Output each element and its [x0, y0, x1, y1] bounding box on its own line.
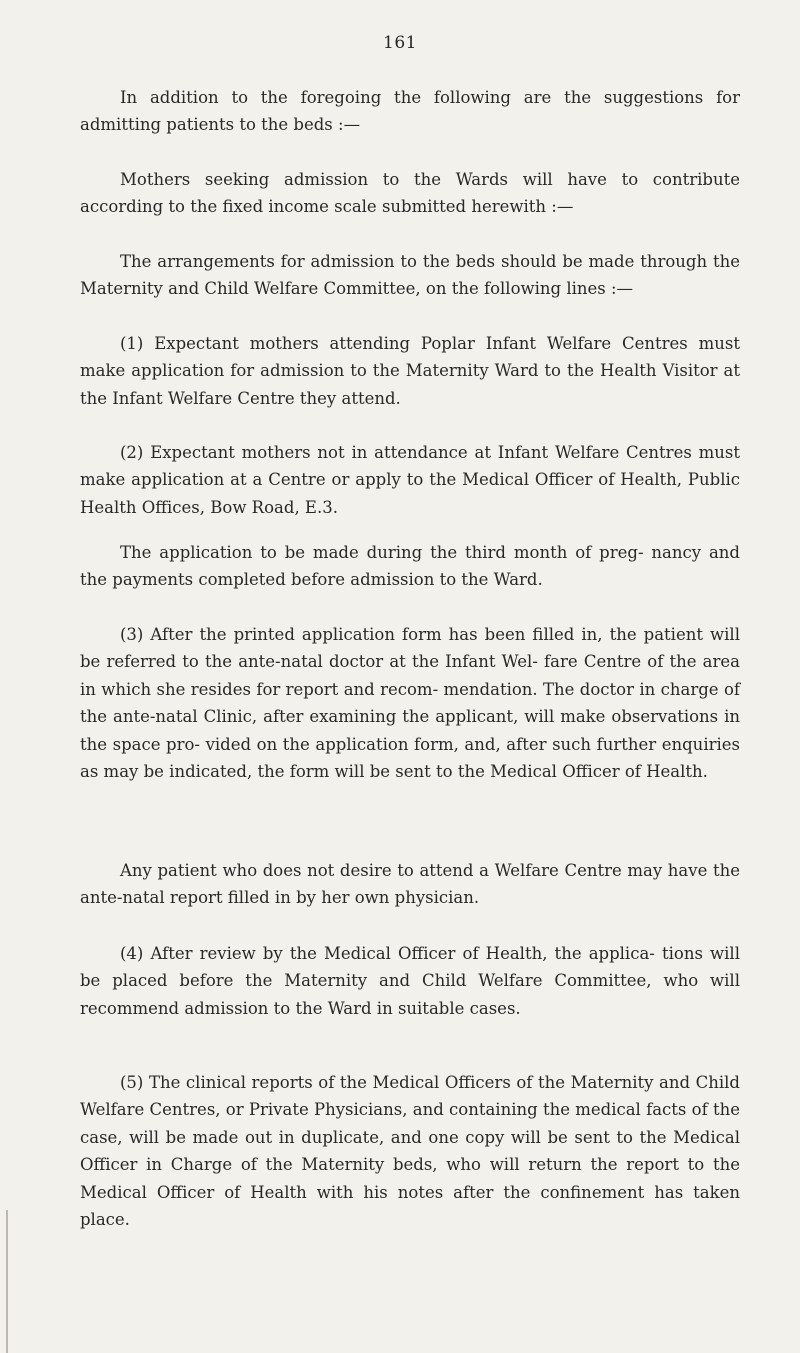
paragraph-item-2: (2) Expectant mothers not in attendance at Infant Welfare Centres must make application at a Centre or apply to the Medical Officer of Health, Public Health Offices, Bow Road, E.3. [80, 443, 740, 517]
paragraph-item-1: (1) Expectant mothers attending Poplar Infant Welfare Centres must make application for admission to the Maternity Ward to the Health Visitor at the Infant Welfare Centre they attend. [80, 334, 740, 408]
paragraph-application-timing: The application to be made during the third month of preg- nancy and the payments completed before admission to the Ward. [80, 543, 740, 590]
paragraph-item-4: (4) After review by the Medical Officer of Health, the applica- tions will be placed before the Maternity and Child Welfare Committee, who will recommend admission to the Ward in suitable cases. [80, 944, 740, 1018]
paragraph-intro: In addition to the foregoing the following are the suggestions for admitting patients to the beds :— [80, 88, 740, 135]
margin-line [6, 1210, 8, 1353]
paragraph-contribution: Mothers seeking admission to the Wards will have to contribute according to the fixed income scale submitted herewith :— [80, 170, 740, 217]
page-number: 161 [383, 33, 417, 53]
paragraph-own-physician: Any patient who does not desire to attend a Welfare Centre may have the ante-natal report filled in by her own physician. [80, 861, 740, 908]
paragraph-item-3: (3) After the printed application form has been filled in, the patient will be referred to the ante-natal doctor at the Infant Wel- fare Centre of the area in which she resides for report and recom- mendation. The doctor in charge of the ante-natal Clinic, after examining the applicant, will make observations in the space pro- vided on the application form, and, after such further enquiries as may be indicated, the form will be sent to the Medical Officer of Health. [80, 625, 740, 782]
paragraph-item-5: (5) The clinical reports of the Medical Officers of the Maternity and Child Welfare Centres, or Private Physicians, and containing the medical facts of the case, will be made out in duplicate, and one copy will be sent to the Medical Officer in Charge of the Maternity beds, who will return the report to the Medical Officer of Health with his notes after the confinement has taken place. [80, 1073, 740, 1230]
paragraph-arrangements: The arrangements for admission to the beds should be made through the Maternity and Child Welfare Committee, on the following lines :— [80, 252, 740, 299]
